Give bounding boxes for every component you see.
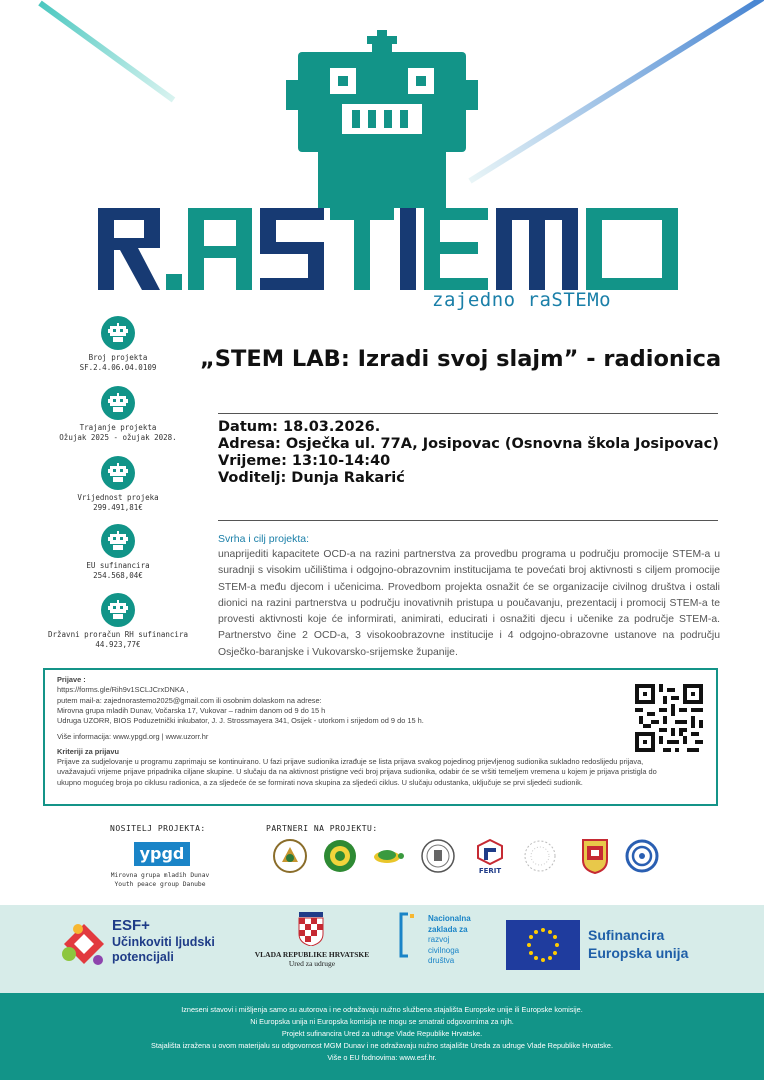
eu-line: Europska unija bbox=[588, 945, 689, 961]
nz-text bbox=[428, 914, 471, 967]
criteria-line: ukupno mogućeg broja po ciklusu radionica, a za sljedeće će se formirati nova skupina za sljedeći ciklus. U slučaju odustanka, uključuje se prvi sljedeći sudionik. bbox=[57, 777, 583, 787]
partner-logo-blue-circles bbox=[624, 838, 660, 874]
robot-icon bbox=[101, 456, 135, 490]
info-value: 44.923,77€ bbox=[95, 640, 141, 649]
registration-heading: Prijave : bbox=[57, 675, 86, 684]
info-eu-cofinancing bbox=[38, 524, 198, 581]
info-project-number bbox=[38, 316, 198, 373]
info-label: Vrijednost projeka bbox=[77, 493, 159, 502]
info-label: EU sufinancira bbox=[86, 561, 150, 570]
nz-line: društva bbox=[428, 956, 455, 965]
divider-bottom bbox=[218, 520, 718, 521]
footer-disclaimer bbox=[0, 993, 764, 1080]
robot-logo bbox=[282, 30, 482, 208]
purpose-text: unaprijediti kapacitete OCD-a na razini partnerstva za provedbu programa u području promocije STEM-a u suradnji s visokim učilištima i odgojno-obrazovnim institucijama te povećati broj aktivnosti s ciljem promocije STEM-a među djecom i učenicima. Provedbom projekta osnažit će se organizacije civilnog društva i ostali dionici na razini partnerstva u području inovativnih pristupa u poučavanju, prezentacij i promocij STEM-a te provesti aktivnosti koje će informirati, animirati, educirati i osnažiti djecu i učenike za područje STEM-a. Partnerstvo čine 2 OCD-a, 3 visokoobrazovne institucije i 4 odgojno-obrazovne ustanove na području Osječko-baranjske i Vukovarsko-srijemske županije. bbox=[218, 549, 720, 658]
esf-line: potencijali bbox=[112, 950, 174, 964]
partner-logo-coat-of-arms bbox=[577, 838, 613, 874]
info-value: 254.568,04€ bbox=[93, 571, 143, 580]
robot-icon bbox=[101, 593, 135, 627]
gov-text bbox=[242, 950, 382, 968]
gov-line: VLADA REPUBLIKE HRVATSKE bbox=[254, 950, 370, 959]
partner-logo-turtle bbox=[370, 838, 406, 874]
gov-line: Ured za udruge bbox=[288, 959, 336, 968]
criteria-line: uvažavajući vrijeme prijave pripadnika ciljane skupine. U slučaju da na aktivnost pristigne veći broj prijava sudionika, odabir će se vršiti temeljem vremena u kojem je prijava pristigla do bbox=[57, 767, 657, 777]
divider-top bbox=[218, 413, 718, 414]
nz-bracket-icon bbox=[398, 912, 420, 958]
rastemo-title bbox=[98, 208, 678, 290]
holder-heading: NOSITELJ PROJEKTA: bbox=[110, 824, 206, 833]
footer-line: Ni Europska unija ni Europska komisija ne mogu se smatrati odgovornima za njih. bbox=[250, 1017, 514, 1026]
partner-logo-school-crest bbox=[272, 838, 308, 874]
partner-logo-ferit bbox=[472, 838, 508, 874]
nz-line: zaklada za bbox=[428, 924, 468, 934]
event-details bbox=[218, 419, 719, 487]
robot-icon bbox=[101, 316, 135, 350]
info-label: Trajanje projekta bbox=[79, 423, 157, 432]
robot-icon bbox=[101, 386, 135, 420]
info-label: Broj projekta bbox=[88, 353, 148, 362]
esf-line: Učinkoviti ljudski bbox=[112, 935, 215, 949]
decorative-beam-left bbox=[38, 1, 175, 103]
footer-line: Stajališta izražena u ovom materijalu su odgovornost MGM Dunav i ne odražavaju nužno stajalište Ureda za udruge Vlade Republike Hrvatske. bbox=[151, 1041, 613, 1050]
partner-logo-green-circle bbox=[322, 838, 358, 874]
detail-address: Adresa: Osječka ul. 77A, Josipovac (Osnovna škola Josipovac) bbox=[218, 436, 719, 452]
nz-line: civilnoga bbox=[428, 945, 460, 955]
info-project-duration bbox=[38, 386, 198, 443]
ferit-label: FERIT bbox=[478, 867, 502, 874]
esf-title: ESF+ bbox=[112, 917, 150, 934]
decorative-beam-right bbox=[468, 0, 764, 184]
partner-logo-seal bbox=[420, 838, 456, 874]
robot-icon bbox=[101, 524, 135, 558]
partners-heading: PARTNERI NA PROJEKTU: bbox=[266, 824, 378, 833]
detail-leader: Voditelj: Dunja Rakarić bbox=[218, 470, 405, 486]
info-state-cofinancing bbox=[38, 593, 198, 650]
nz-line: Nacionalna bbox=[428, 914, 471, 923]
registration-line: Mirovna grupa mladih Dunav, Vočarska 17, Vukovar – radnim danom od 9 do 15 h bbox=[57, 705, 326, 715]
criteria-line: Prijave za sudjelovanje u programu zaprimaju se kontinuirano. U fazi prijave sudionika izrađuje se lista prijava svakog pojedinog prijevljenog sudionika sukladno redoslijedu prijava, bbox=[57, 757, 644, 767]
esf-text bbox=[112, 935, 215, 965]
registration-line: Udruga UZORR, BIOS Poduzetnički inkubator, J. J. Strossmayera 341, Osijek - utorkom i srijedom od 9 do 15 h. bbox=[57, 716, 424, 726]
croatian-coat-of-arms-icon bbox=[298, 912, 324, 946]
qr-code[interactable] bbox=[635, 684, 703, 752]
info-label: Državni proračun RH sufinancira bbox=[48, 630, 188, 639]
info-project-value bbox=[38, 456, 198, 513]
eu-flag-icon bbox=[506, 920, 580, 970]
criteria-heading: Kriteriji za prijavu bbox=[57, 746, 120, 756]
registration-box bbox=[43, 668, 718, 806]
nz-line: razvoj bbox=[428, 935, 450, 944]
holder-name-line: Youth peace group Danube bbox=[114, 881, 206, 888]
subtitle: zajedno raSTEMo bbox=[432, 289, 612, 311]
footer-line: Više o EU fodnovima: www.esf.hr. bbox=[327, 1053, 437, 1062]
info-value: Ožujak 2025 - ožujak 2028. bbox=[59, 433, 177, 442]
info-value: SF.2.4.06.04.0109 bbox=[79, 363, 157, 372]
info-value: 299.491,81€ bbox=[93, 503, 143, 512]
eu-text bbox=[588, 926, 688, 962]
holder-name-line: Mirovna grupa mladih Dunav bbox=[110, 872, 210, 879]
more-info-line[interactable]: Više informacija: www.ypgd.org | www.uzorr.hr bbox=[57, 732, 209, 742]
holder-name bbox=[100, 871, 220, 889]
detail-time: Vrijeme: 13:10-14:40 bbox=[218, 453, 391, 469]
holder-logo: ypgd bbox=[134, 842, 190, 866]
partner-logo-sunburst bbox=[522, 838, 558, 874]
registration-line: putem mail-a: zajednorastemo2025@gmail.com ili osobnim dolaskom na adrese: bbox=[57, 695, 322, 705]
eu-line: Sufinancira bbox=[588, 927, 665, 943]
footer-line: Izneseni stavovi i mišljenja samo su autorova i ne odražavaju nužno službena stajališta Europske unije ili Europske komisije. bbox=[181, 1005, 583, 1014]
registration-link[interactable]: https://forms.gle/Rih9v1SCLJCrxDNKA , bbox=[57, 685, 189, 695]
event-title: „STEM LAB: Izradi svoj slajm” - radionica bbox=[200, 346, 722, 372]
esf-logo-mark bbox=[60, 920, 108, 968]
footer-line: Projekt sufinancira Ured za udruge Vlade Republike Hrvatske. bbox=[281, 1029, 483, 1038]
detail-date: Datum: 18.03.2026. bbox=[218, 419, 381, 435]
purpose-heading: Svrha i cilj projekta: bbox=[218, 533, 310, 545]
